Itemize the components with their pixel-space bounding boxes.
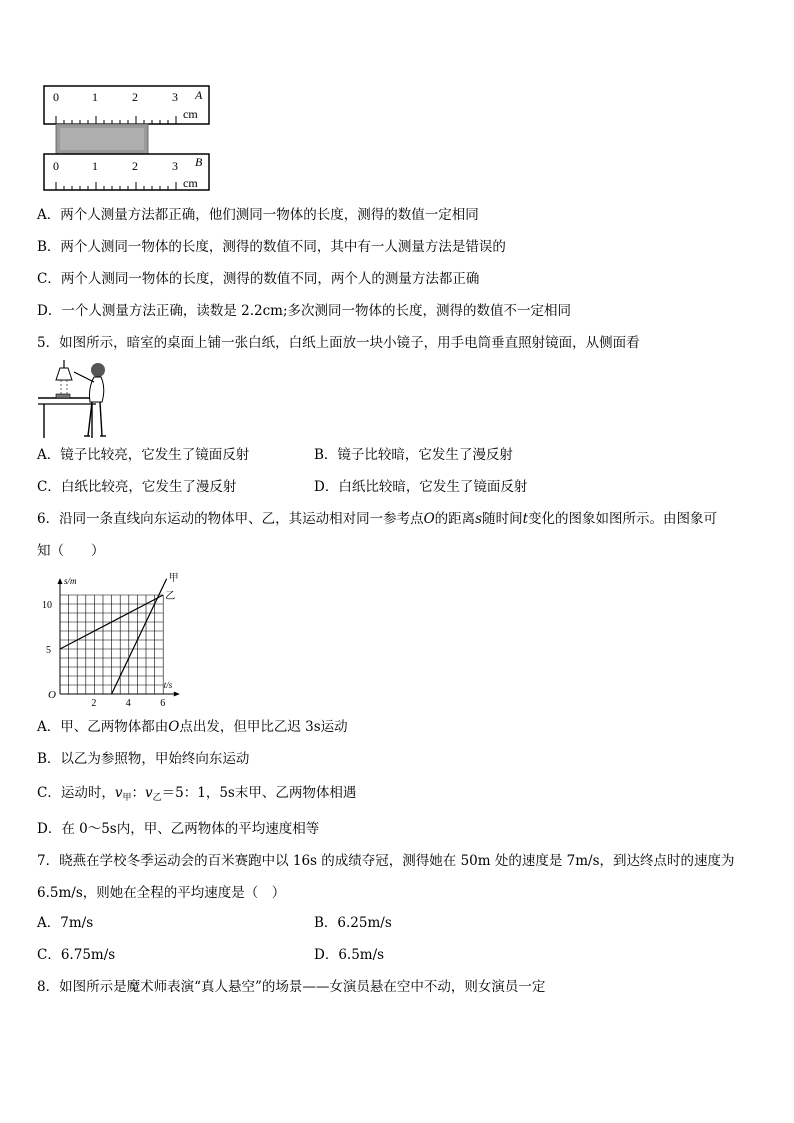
option-text: 白纸比较暗，它发生了镜面反射 <box>338 479 528 495</box>
ruler-a-tick-0: 0 <box>53 90 59 104</box>
option-letter: C． <box>37 785 61 801</box>
q5-option-a <box>37 446 249 464</box>
ruler-b-tick-1: 1 <box>92 159 98 173</box>
q7-option-d <box>314 946 384 964</box>
option-text: 两个人测量方法都正确，他们测同一物体的长度，测得的数值一定相同 <box>60 207 479 223</box>
ratio-colon: ： <box>131 785 145 801</box>
option-letter: A． <box>37 207 61 223</box>
q6-option-d <box>37 820 319 838</box>
q6-stem-part1: 6．沿同一条直线向东运动的物体甲、乙，其运动相对同一参考点 <box>37 511 424 527</box>
option-text-post: 点出发，但甲比乙迟 3s运动 <box>179 719 348 735</box>
option-text: 在 0～5s内，甲、乙两物体的平均速度相等 <box>61 821 320 837</box>
option-letter: D． <box>314 479 339 495</box>
option-text: 6.5m/s <box>338 947 385 963</box>
ruler-b-tick-2: 2 <box>132 159 138 173</box>
q6-option-c <box>37 784 356 807</box>
option-letter: C． <box>37 271 61 287</box>
q6-stem-part3: 随时间 <box>482 511 523 527</box>
option-O: O <box>168 719 180 735</box>
velocity-subscript: 甲 <box>122 793 132 803</box>
option-text: 镜子比较亮，它发生了镜面反射 <box>60 447 250 463</box>
series-label-jia: 甲 <box>168 572 179 584</box>
q4-option-d <box>37 302 571 320</box>
q4-option-a <box>37 206 479 224</box>
option-letter: D． <box>37 821 62 837</box>
y-axis-arrow <box>58 578 63 584</box>
flashlight-mirror-figure <box>38 358 122 440</box>
option-text: 以乙为参照物，甲始终向东运动 <box>60 751 250 767</box>
option-letter: B． <box>314 447 338 463</box>
option-letter: D． <box>314 947 339 963</box>
option-text-pre: 运动时， <box>60 785 115 801</box>
q4-option-b <box>37 238 506 256</box>
q5-option-b <box>314 446 513 464</box>
ruler-a-tick-1: 1 <box>92 90 98 104</box>
x-tick-label: 6 <box>160 698 166 709</box>
x-axis-arrow <box>174 692 180 697</box>
option-letter: A． <box>37 915 61 931</box>
ruler-b-tick-0: 0 <box>53 159 59 173</box>
option-text: 6.75m/s <box>60 947 116 963</box>
option-letter: D． <box>37 303 62 319</box>
q7-option-b <box>314 914 392 932</box>
q7-option-c <box>37 946 115 964</box>
velocity-symbol: v <box>114 785 123 801</box>
q6-stem-part4: 变化的图象如图所示。由图象可 <box>528 511 718 527</box>
st-graph <box>38 566 208 709</box>
ruler-a-tick-3: 3 <box>172 90 178 104</box>
ruler-b-label: B <box>195 155 203 169</box>
option-text-post: ＝5：1，5s末甲、乙两物体相遇 <box>161 785 357 801</box>
origin-label: O <box>48 689 56 701</box>
option-text: 镜子比较暗，它发生了漫反射 <box>337 447 513 463</box>
ruler-a-unit: cm <box>183 107 198 121</box>
ruler-figure <box>44 86 214 192</box>
option-text: 两个人测同一物体的长度，测得的数值不同，其中有一人测量方法是错误的 <box>60 239 506 255</box>
option-text: 一个人测量方法正确，读数是 2.2cm;多次测同一物体的长度，测得的数值不一定相同 <box>61 303 571 319</box>
q6-stem-line2: 知（ ） <box>37 543 105 559</box>
ruler-b-unit: cm <box>183 176 198 190</box>
option-letter: B． <box>314 915 338 931</box>
q6-stem-O: O <box>423 511 435 527</box>
option-letter: C． <box>37 479 61 495</box>
option-text: 两个人测同一物体的长度，测得的数值不同，两个人的测量方法都正确 <box>60 271 480 287</box>
q7-option-a <box>37 914 93 932</box>
q5-option-c <box>37 478 236 496</box>
option-letter: C． <box>37 947 61 963</box>
measured-object-texture <box>60 128 144 150</box>
option-letter: A． <box>37 719 61 735</box>
option-letter: A． <box>37 447 61 463</box>
option-letter: B． <box>37 239 61 255</box>
series-label-yi: 乙 <box>165 591 176 602</box>
y-axis-label: s/m <box>64 576 77 586</box>
q6-stem-s: s <box>475 511 483 527</box>
q4-option-c <box>37 270 479 288</box>
ruler-a-tick-2: 2 <box>132 90 138 104</box>
q5-stem: 5．如图所示，暗室的桌面上铺一张白纸，白纸上面放一块小镜子，用手电筒垂直照射镜面，从侧面看 <box>37 335 640 351</box>
velocity-subscript: 乙 <box>152 793 162 803</box>
option-text: 白纸比较亮，它发生了漫反射 <box>60 479 237 495</box>
series-line-jia <box>112 579 167 694</box>
x-axis-label: t/s <box>163 680 173 690</box>
option-text: 6.25m/s <box>337 915 392 931</box>
option-text: 7m/s <box>60 915 94 931</box>
q7-stem-line1: 7．晓燕在学校冬季运动会的百米赛跑中以 16s 的成绩夺冠，测得她在 50m 处的速度是 7m/s，到达终点时的速度为 <box>37 853 735 869</box>
x-tick-label: 2 <box>91 698 97 709</box>
q5-option-d <box>314 478 527 496</box>
ruler-b-tick-3: 3 <box>172 159 178 173</box>
q6-stem-t: t <box>522 511 529 527</box>
velocity-symbol: v <box>145 785 153 801</box>
option-text-pre: 甲、乙两物体都由 <box>60 719 169 735</box>
y-tick-label: 10 <box>42 600 52 611</box>
y-tick-label: 5 <box>46 645 51 656</box>
q8-stem: 8．如图所示是魔术师表演“真人悬空”的场景——女演员悬在空中不动，则女演员一定 <box>37 979 546 995</box>
ruler-a-label: A <box>195 88 203 102</box>
q6-option-b <box>37 750 249 768</box>
q6-option-a <box>37 718 348 736</box>
option-letter: B． <box>37 751 61 767</box>
q6-stem <box>37 510 717 528</box>
q7-stem-line2: 6.5m/s，则她在全程的平均速度是（ ） <box>37 885 286 901</box>
x-tick-label: 4 <box>125 698 131 709</box>
q6-stem-part2: 的距离 <box>434 511 476 527</box>
